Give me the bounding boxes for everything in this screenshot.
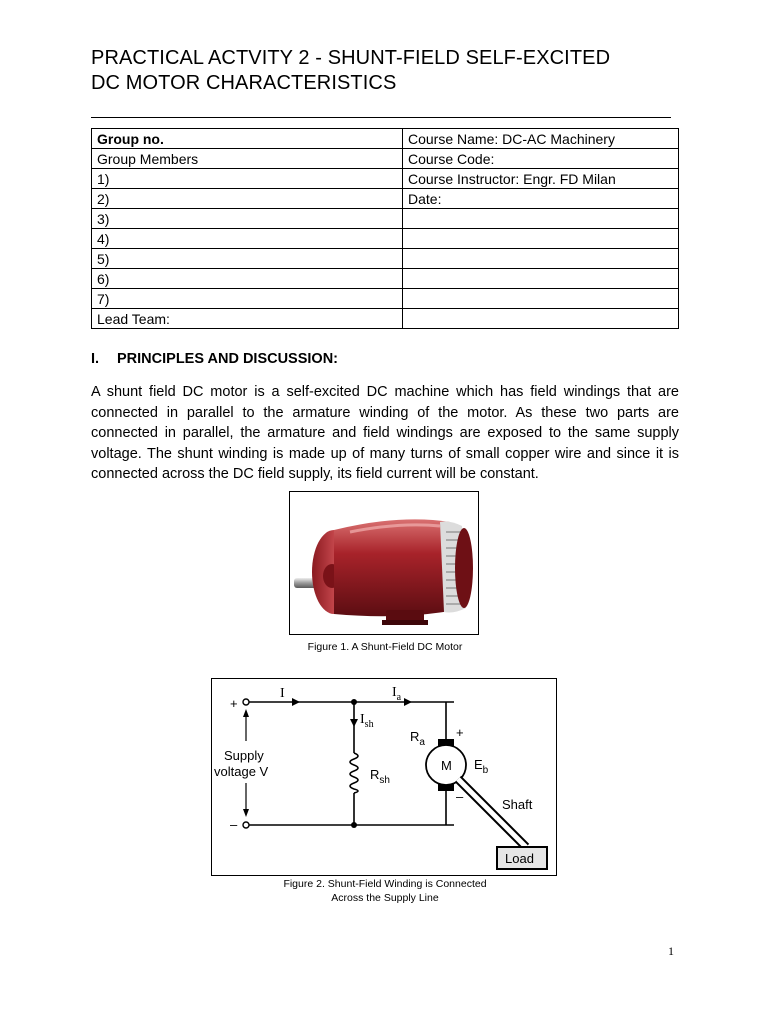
title-line-1: PRACTICAL ACTVITY 2 - SHUNT-FIELD SELF-EXCITED bbox=[91, 47, 611, 69]
table-cell-right: Date: bbox=[403, 189, 679, 209]
terminal-negative bbox=[243, 822, 249, 828]
group-info-table bbox=[91, 128, 679, 329]
label-rsh-sub: sh bbox=[379, 775, 390, 786]
figure-2-caption-line-2: Across the Supply Line bbox=[331, 892, 439, 904]
label-rsh: R bbox=[370, 767, 380, 782]
table-cell-right bbox=[403, 289, 679, 309]
terminal-positive bbox=[243, 699, 249, 705]
shunt-circuit-svg bbox=[212, 679, 556, 875]
dc-motor-illustration bbox=[290, 492, 478, 634]
label-motor-plus: + bbox=[456, 725, 464, 740]
shunt-winding bbox=[350, 753, 358, 793]
table-row bbox=[92, 229, 679, 249]
title-underline bbox=[91, 117, 671, 118]
label-plus-top: + bbox=[230, 696, 238, 711]
table-cell-right: Course Code: bbox=[403, 149, 679, 169]
label-supply: Supply bbox=[224, 748, 264, 763]
label-sub-a: a bbox=[396, 692, 402, 703]
table-cell-right bbox=[403, 229, 679, 249]
label-sub-sh: sh bbox=[364, 719, 374, 730]
table-row bbox=[92, 289, 679, 309]
table-row bbox=[92, 129, 679, 149]
svg-text:Ra bbox=[410, 729, 425, 748]
figure-1-caption: Figure 1. A Shunt-Field DC Motor bbox=[307, 641, 463, 653]
table-cell-left: 4) bbox=[92, 229, 403, 249]
label-eb-sub: b bbox=[482, 765, 489, 776]
section-number: I. bbox=[91, 351, 100, 367]
table-cell-right: Course Instructor: Engr. FD Milan bbox=[403, 169, 679, 189]
label-current-total: I bbox=[280, 686, 285, 701]
table-cell-left: Group Members bbox=[92, 149, 403, 169]
figure-2-circuit-diagram bbox=[211, 678, 557, 876]
figure-1-motor-photo bbox=[289, 491, 479, 635]
label-current-shunt: I bbox=[360, 712, 365, 727]
table-cell-right bbox=[403, 269, 679, 289]
table-cell-left: 2) bbox=[92, 189, 403, 209]
svg-text:Ish bbox=[360, 712, 374, 730]
label-minus-bottom: – bbox=[230, 817, 238, 832]
table-cell-left: 6) bbox=[92, 269, 403, 289]
label-load: Load bbox=[505, 851, 534, 866]
table-cell-right bbox=[403, 249, 679, 269]
figure-2-caption-line-1: Figure 2. Shunt-Field Winding is Connected bbox=[283, 878, 487, 890]
label-supply-voltage: voltage V bbox=[214, 764, 269, 779]
label-current-armature: I bbox=[392, 685, 397, 700]
table-row bbox=[92, 149, 679, 169]
table-cell-left: 3) bbox=[92, 209, 403, 229]
table-cell-left: 7) bbox=[92, 289, 403, 309]
table-cell-left: 1) bbox=[92, 169, 403, 189]
section-heading bbox=[91, 351, 338, 367]
table-cell-right bbox=[403, 309, 679, 329]
table-cell-left: Lead Team: bbox=[92, 309, 403, 329]
table-row bbox=[92, 309, 679, 329]
page-number: 1 bbox=[668, 944, 674, 958]
svg-text:Eb bbox=[474, 757, 489, 776]
figure-2-caption bbox=[91, 877, 679, 905]
table-row bbox=[92, 189, 679, 209]
table-cell-left: 5) bbox=[92, 249, 403, 269]
table-cell-left: Group no. bbox=[92, 129, 403, 149]
table-cell-right: Course Name: DC-AC Machinery bbox=[403, 129, 679, 149]
title-line-2: DC MOTOR CHARACTERISTICS bbox=[91, 72, 397, 94]
svg-text:Ia bbox=[392, 685, 402, 703]
document-title bbox=[91, 46, 711, 96]
table-cell-right bbox=[403, 209, 679, 229]
table-row bbox=[92, 169, 679, 189]
svg-text:Rsh bbox=[370, 767, 390, 786]
section-title: PRINCIPLES AND DISCUSSION: bbox=[117, 351, 339, 367]
label-ra: R bbox=[410, 729, 420, 744]
table-row bbox=[92, 249, 679, 269]
table-row bbox=[92, 269, 679, 289]
label-eb: E bbox=[474, 757, 483, 772]
label-ra-sub: a bbox=[419, 737, 425, 748]
label-motor: M bbox=[441, 758, 452, 773]
table-row bbox=[92, 209, 679, 229]
label-shaft: Shaft bbox=[502, 797, 533, 812]
principles-paragraph: A shunt field DC motor is a self-excited DC machine which has field windings that are connected in parallel to the armature winding of the motor. As these two parts are connected in parallel, the armature and field windings are exposed to the same supply voltage. The shunt winding is made up of many turns of small copper wire and since it is connected across the DC field supply, its field current will be constant. bbox=[91, 384, 679, 482]
label-motor-minus: – bbox=[456, 789, 464, 804]
